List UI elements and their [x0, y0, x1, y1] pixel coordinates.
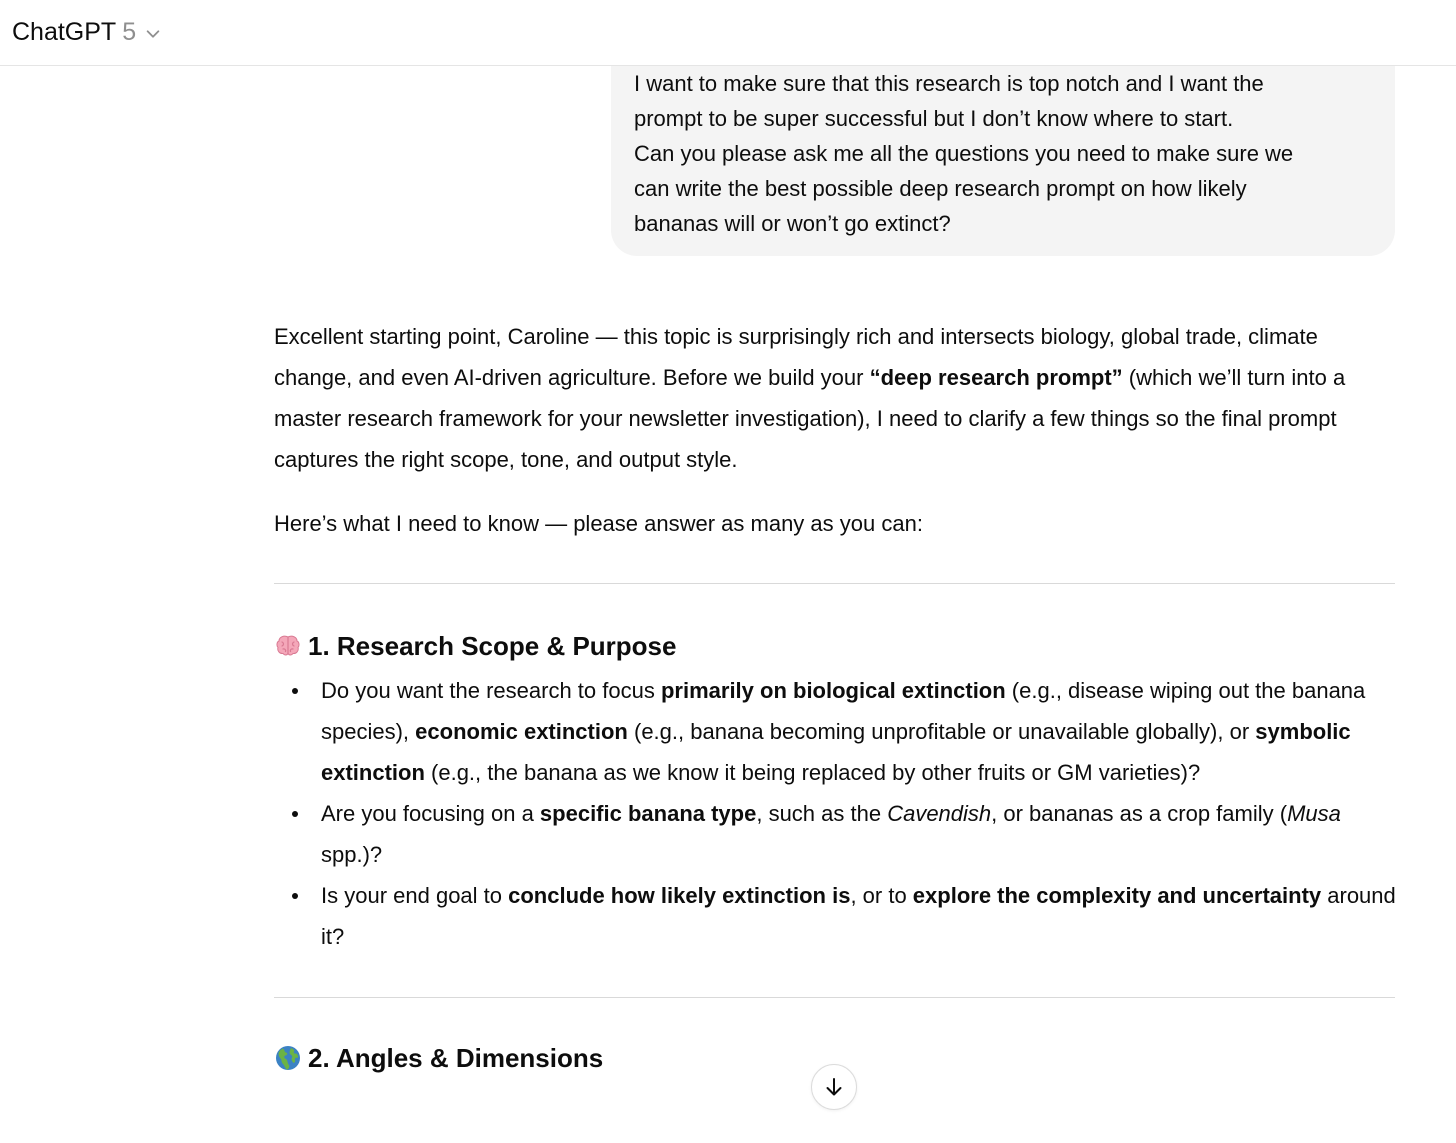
text-run: (e.g., banana becoming unprofitable or unavailable globally), or: [627, 719, 1256, 744]
bold-text: symbolic extinction: [321, 719, 1351, 785]
bold-text: conclude how likely extinction is: [508, 883, 851, 908]
chevron-down-icon: [144, 25, 162, 43]
list-item: [274, 875, 1399, 957]
text-run: spp.)?: [321, 842, 383, 867]
list-item: [274, 670, 1399, 793]
bold-text: explore the complexity and uncertainty: [912, 883, 1322, 908]
arrow-down-icon: [822, 1075, 846, 1099]
text-run: , such as the: [756, 801, 888, 826]
question-list: [274, 670, 1399, 957]
user-message-line: bananas will or won’t go extinct?: [634, 211, 951, 236]
text-run: Do you want the research to focus: [321, 678, 661, 703]
lead-paragraph: Here’s what I need to know — please answer as many as you can:: [274, 511, 923, 536]
text-run: (e.g., disease wiping out the banana species),: [321, 678, 1366, 744]
user-message-line: I want to make sure that this research is top notch and I want the: [634, 71, 1264, 96]
app-name: ChatGPT: [12, 18, 117, 46]
section-title: 1. Research Scope & Purpose: [308, 631, 677, 661]
text-run: (e.g., the banana as we know it being replaced by other fruits or GM varieties)?: [424, 760, 1201, 785]
model-version: 5: [122, 18, 137, 46]
intro-paragraph: [274, 316, 1399, 480]
scroll-to-bottom-button[interactable]: [811, 1064, 857, 1110]
assistant-message: [274, 316, 1399, 1078]
top-bar: [0, 0, 1456, 66]
divider: [274, 583, 1395, 584]
text-run: Is your end goal to: [321, 883, 509, 908]
list-item: [274, 793, 1399, 875]
user-message-line: Can you please ask me all the questions you need to make sure we: [634, 141, 1294, 166]
brain-icon: [274, 632, 302, 660]
bold-text: primarily on biological extinction: [660, 678, 1006, 703]
italic-text: Cavendish: [887, 801, 992, 826]
bold-text: “deep research prompt”: [869, 365, 1123, 390]
text-run: , or bananas as a crop family (: [991, 801, 1288, 826]
globe-europe-africa-icon: [274, 1044, 302, 1072]
text-run: Are you focusing on a: [321, 801, 540, 826]
bold-text: economic extinction: [415, 719, 628, 744]
text-run: , or to: [850, 883, 913, 908]
text-run: Excellent starting point, Caroline — this topic is surprisingly rich and intersects biology, global trade, climate change, and even AI-driven agriculture. Before we build your: [274, 324, 1318, 390]
italic-text: Musa: [1287, 801, 1341, 826]
conversation[interactable]: [0, 66, 1456, 1143]
text-run: (which we’ll turn into a master research framework for your newsletter investigation), I need to clarify a few things so the final prompt captures the right scope, tone, and output style.: [274, 365, 1346, 472]
bold-text: specific banana type: [539, 801, 757, 826]
user-message-line: prompt to be super successful but I don’t know where to start.: [634, 106, 1234, 131]
section-title: 2. Angles & Dimensions: [308, 1043, 604, 1073]
user-message-bubble: [611, 66, 1395, 256]
text-run: around it?: [321, 883, 1396, 949]
model-selector[interactable]: [12, 20, 162, 45]
divider: [274, 997, 1395, 998]
user-message-line: can write the best possible deep research prompt on how likely: [634, 176, 1247, 201]
section-heading: [274, 626, 1399, 666]
